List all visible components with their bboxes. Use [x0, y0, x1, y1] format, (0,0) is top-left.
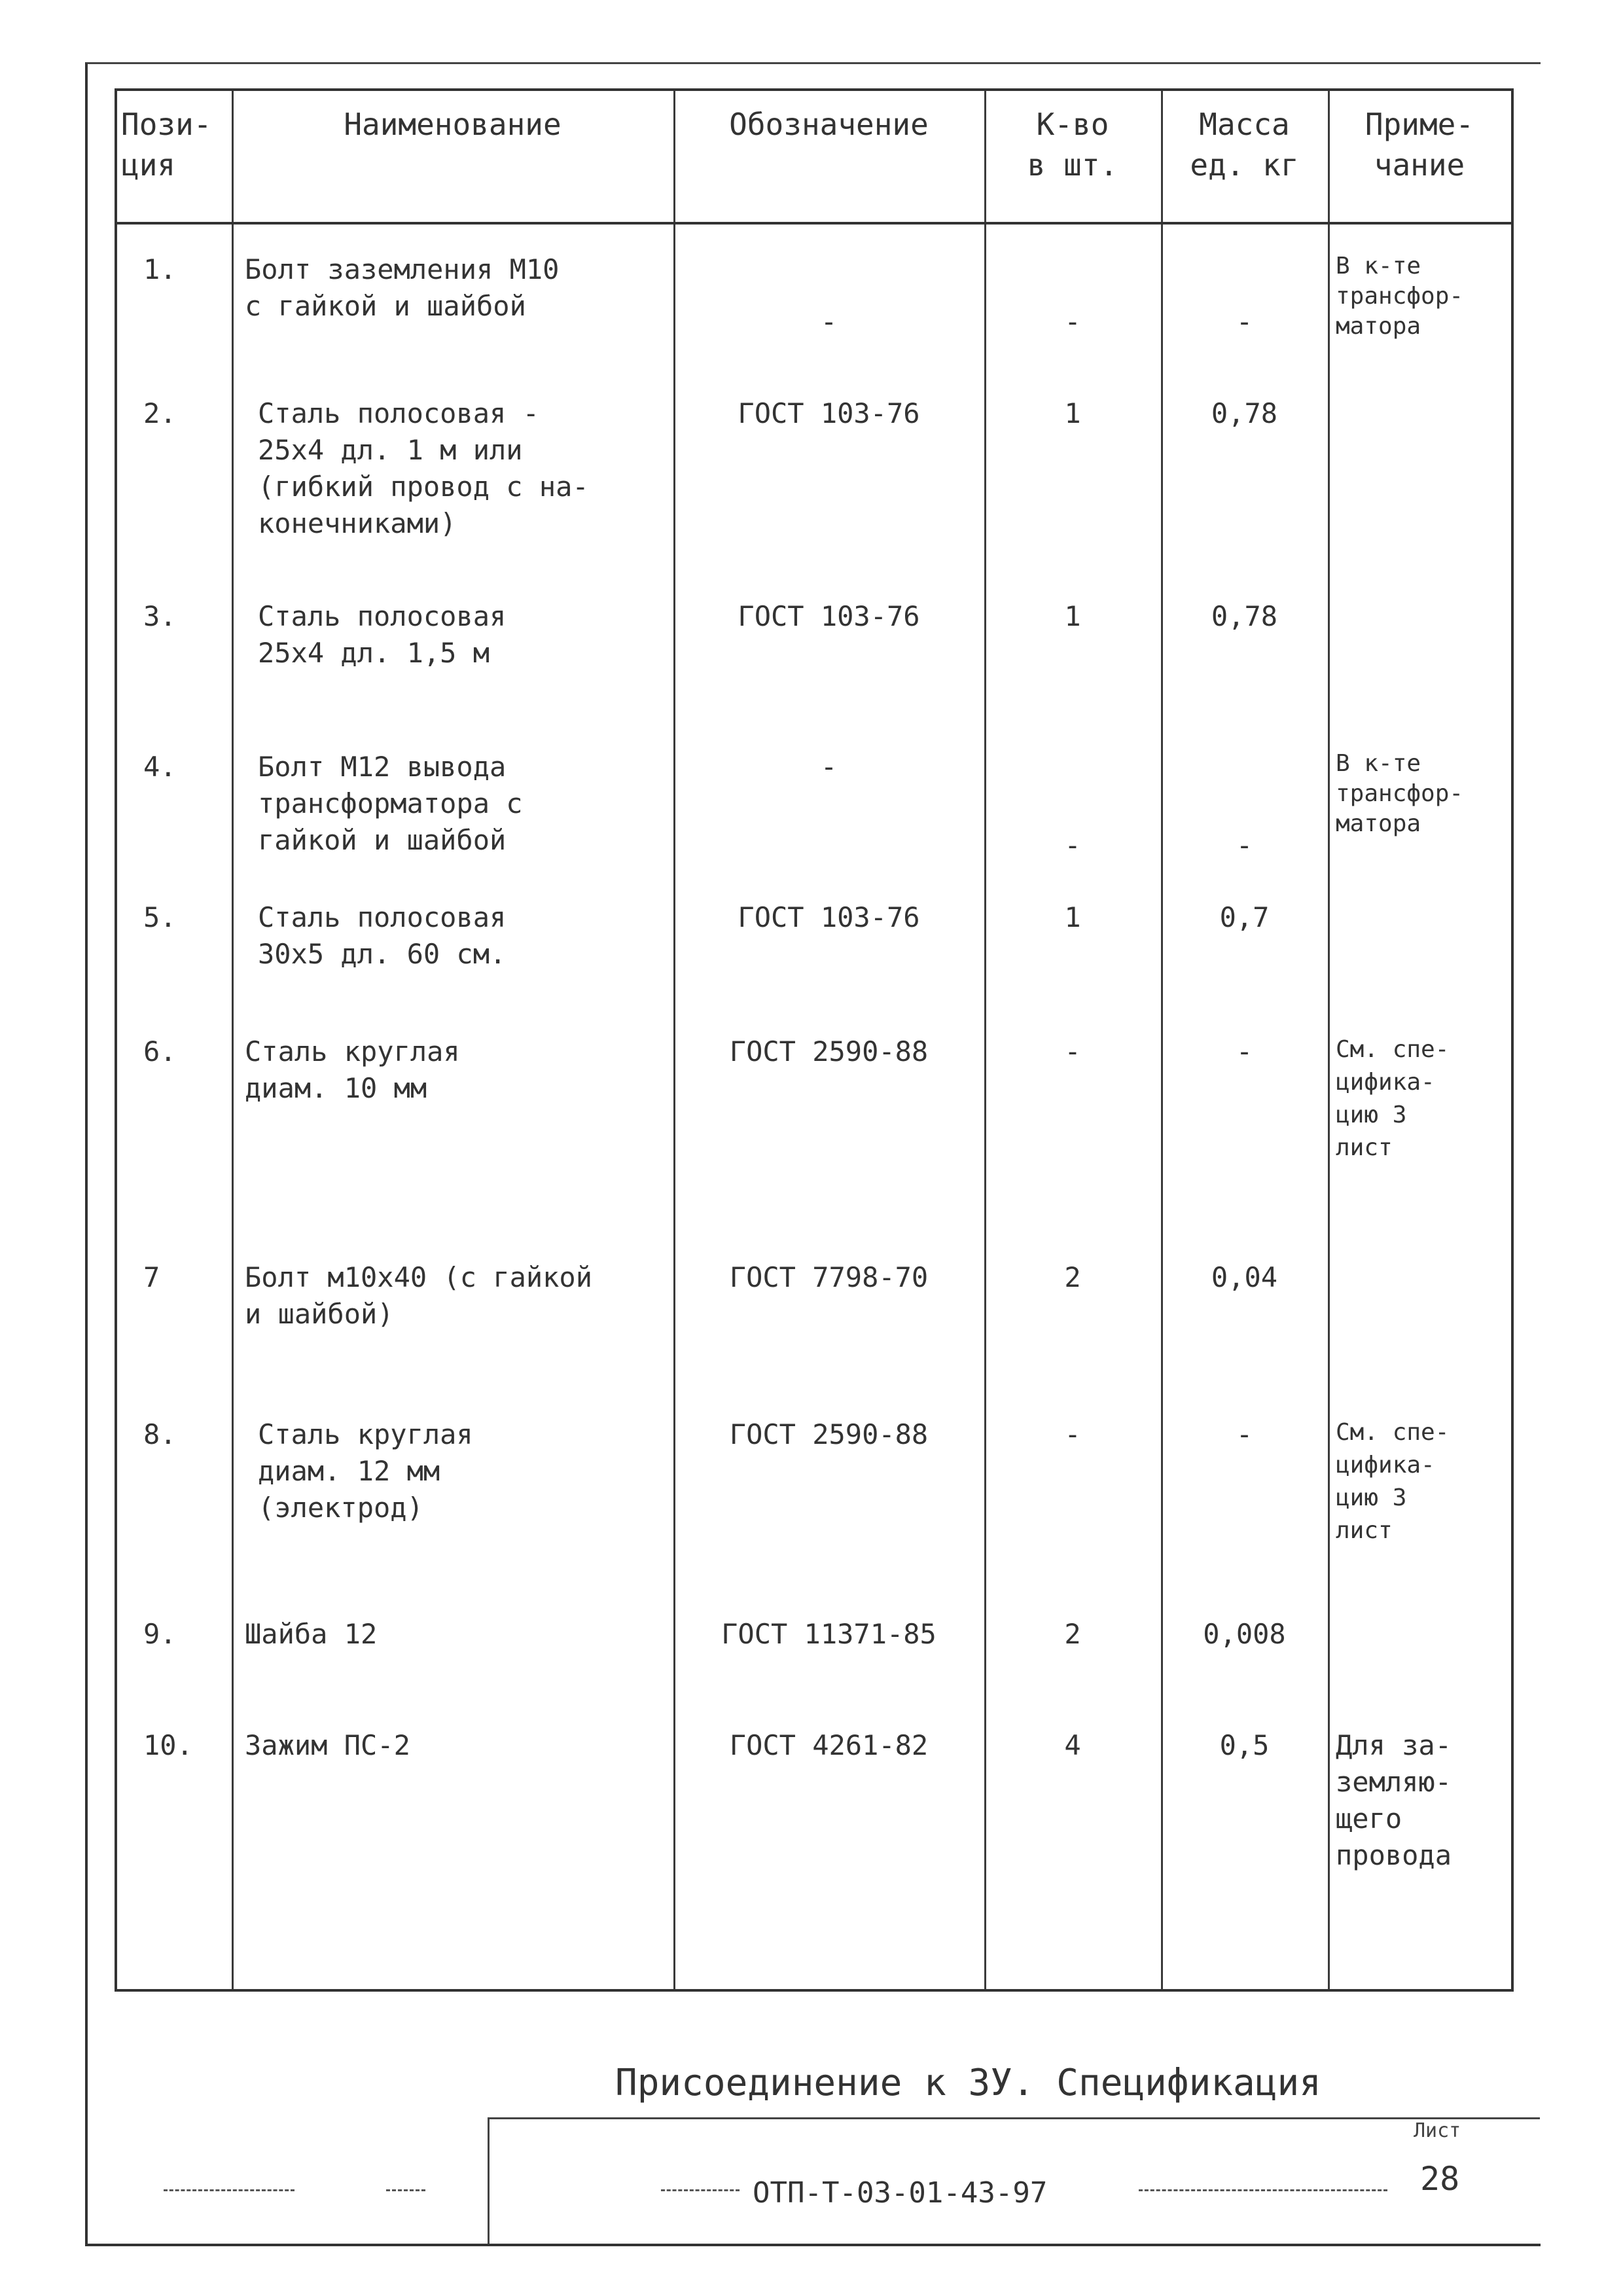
blank-field-line: [1139, 2189, 1387, 2191]
cell-position: 9.: [143, 1618, 177, 1650]
cell-mass: 0,008: [1203, 1618, 1286, 1650]
cell-designation: ГОСТ 2590-88: [729, 1418, 929, 1450]
cell-position: 8.: [143, 1418, 177, 1450]
cell-quantity: 4: [1064, 1729, 1081, 1761]
cell-quantity: -: [1064, 1418, 1081, 1450]
specification-table: [115, 88, 1514, 1992]
cell-quantity: 1: [1064, 600, 1081, 632]
cell-quantity: 1: [1064, 397, 1081, 429]
cell-note: В к-те трансфор- матора: [1336, 253, 1464, 340]
column-divider: [1328, 91, 1330, 1989]
cell-name: Шайба 12: [245, 1618, 378, 1650]
cell-designation: ГОСТ 4261-82: [729, 1729, 929, 1761]
cell-mass: 0,78: [1211, 397, 1278, 429]
header-position: Пози- ция: [121, 107, 212, 183]
cell-note: См. спе- цифика- цию 3 лист: [1336, 1036, 1450, 1161]
cell-name: Болт М12 вывода трансформатора с гайкой и шайбой: [258, 751, 523, 856]
header-note: Приме- чание: [1364, 107, 1474, 183]
cell-name: Сталь круглая диам. 10 мм: [245, 1035, 460, 1104]
cell-quantity: 2: [1064, 1261, 1081, 1293]
document-code: ОТП-Т-03-01-43-97: [753, 2176, 1048, 2210]
cell-mass: 0,78: [1211, 600, 1278, 632]
cell-designation: ГОСТ 103-76: [738, 397, 920, 429]
cell-quantity: 1: [1064, 901, 1081, 933]
cell-name: Сталь полосовая 25х4 дл. 1,5 м: [258, 600, 507, 669]
sheet-label: Лист: [1414, 2119, 1461, 2142]
cell-designation: ГОСТ 2590-88: [729, 1035, 929, 1067]
cell-position: 2.: [143, 397, 177, 429]
header-designation: Обозначение: [729, 107, 929, 142]
header-mass: Масса ед. кг: [1190, 107, 1299, 183]
sheet-number: 28: [1420, 2160, 1460, 2198]
blank-field-line: [386, 2189, 425, 2191]
cell-designation: -: [820, 306, 838, 338]
cell-note: В к-те трансфор- матора: [1336, 750, 1464, 837]
cell-position: 10.: [143, 1729, 193, 1761]
cell-note: Для за- земляю- щего провода: [1336, 1729, 1452, 1871]
header-name: Наименование: [344, 107, 562, 142]
cell-name: Сталь полосовая 30х5 дл. 60 см.: [258, 901, 507, 970]
cell-position: 5.: [143, 901, 177, 933]
cell-name: Сталь полосовая - 25х4 дл. 1 м или (гибкий провод с на- конечниками): [258, 397, 589, 539]
cell-position: 6.: [143, 1035, 177, 1067]
drawing-title: Присоединение к ЗУ. Спецификация: [615, 2062, 1321, 2104]
cell-quantity: -: [1064, 829, 1081, 861]
cell-position: 4.: [143, 751, 177, 783]
cell-note: См. спе- цифика- цию 3 лист: [1336, 1419, 1450, 1544]
blank-field-line: [661, 2189, 740, 2191]
cell-mass: -: [1236, 829, 1253, 861]
header-quantity: К-во в шт.: [1027, 107, 1118, 183]
cell-mass: -: [1236, 306, 1253, 338]
cell-mass: 0,5: [1219, 1729, 1270, 1761]
cell-name: Зажим ПС-2: [245, 1729, 410, 1761]
cell-quantity: 2: [1064, 1618, 1081, 1650]
cell-name: Сталь круглая диам. 12 мм (электрод): [258, 1418, 473, 1524]
cell-mass: -: [1236, 1418, 1253, 1450]
cell-name: Болт заземления М10 с гайкой и шайбой: [245, 253, 560, 322]
cell-designation: -: [820, 751, 838, 783]
cell-position: 7: [143, 1261, 160, 1293]
blank-field-line: [164, 2189, 294, 2191]
cell-designation: ГОСТ 7798-70: [729, 1261, 929, 1293]
column-divider: [232, 91, 234, 1989]
cell-name: Болт м10х40 (с гайкой и шайбой): [245, 1261, 593, 1330]
cell-quantity: -: [1064, 1035, 1081, 1067]
cell-designation: ГОСТ 103-76: [738, 600, 920, 632]
cell-position: 1.: [143, 253, 177, 285]
cell-mass: -: [1236, 1035, 1253, 1067]
cell-quantity: -: [1064, 306, 1081, 338]
cell-mass: 0,7: [1219, 901, 1270, 933]
cell-mass: 0,04: [1211, 1261, 1278, 1293]
cell-position: 3.: [143, 600, 177, 632]
header-divider: [117, 222, 1511, 224]
cell-designation: ГОСТ 103-76: [738, 901, 920, 933]
cell-designation: ГОСТ 11371-85: [721, 1618, 936, 1650]
